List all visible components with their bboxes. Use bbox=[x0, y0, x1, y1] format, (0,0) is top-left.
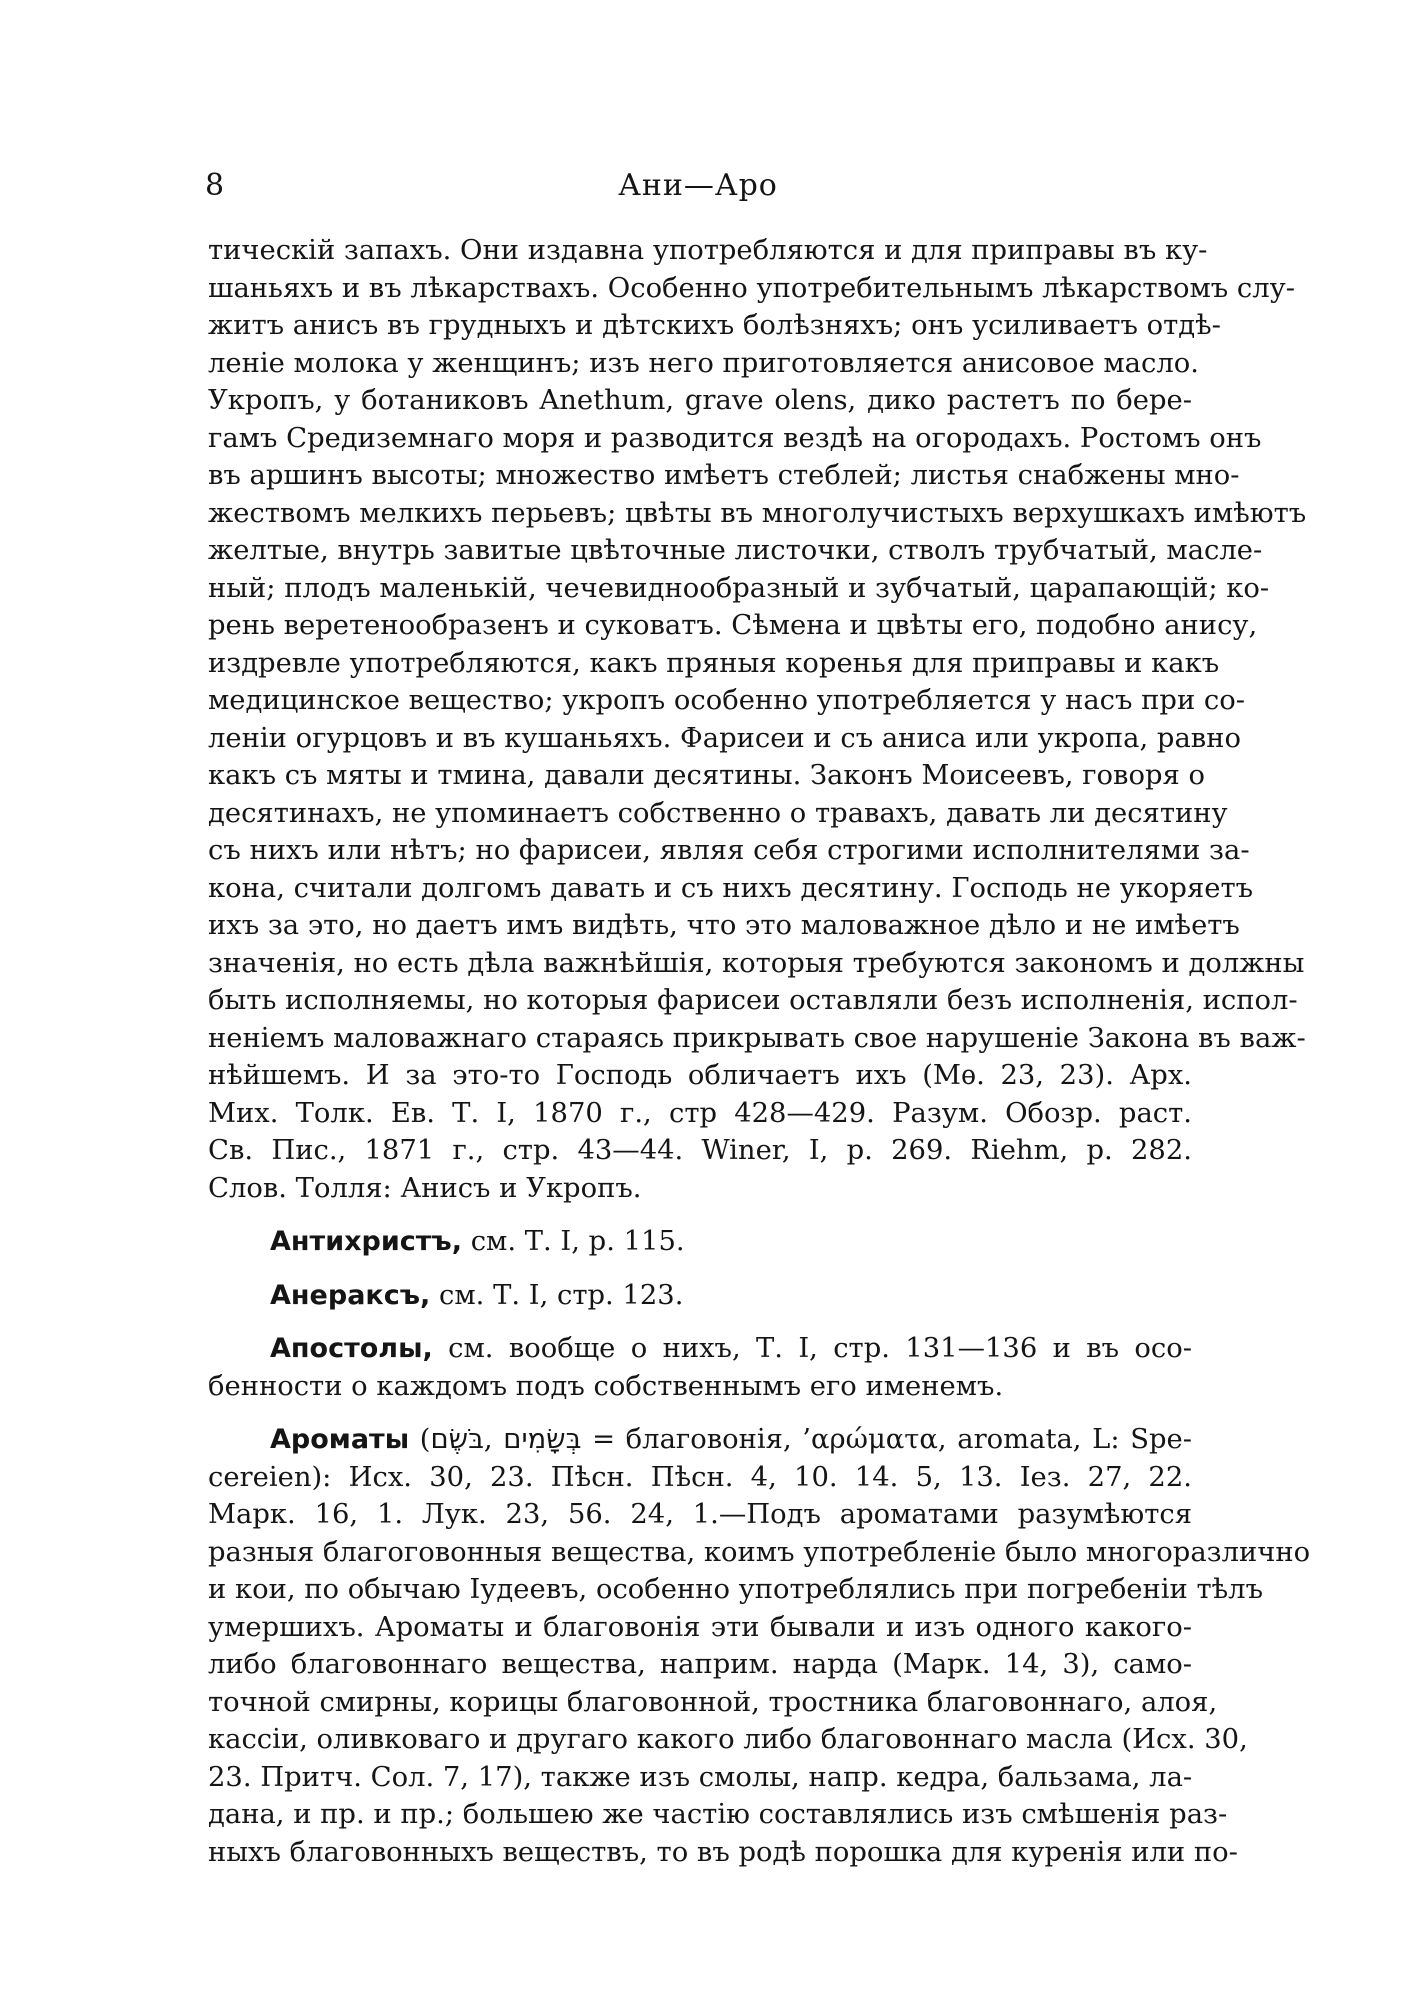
text-line: дана, и пр. и пр.; большею же частію составлялись изъ смѣшенія раз- bbox=[208, 1799, 1228, 1830]
text-line: значенія, но есть дѣла важнѣйшія, которыя требуются закономъ и должны bbox=[208, 947, 1305, 979]
text-line: Мих. Толк. Ев. Т. I, 1870 г., стр 428—429. Разум. Обозр. раст. bbox=[208, 1097, 1192, 1129]
entry-line bbox=[208, 1277, 1192, 1315]
text-line: гамъ Средиземнаго моря и разводится вездѣ на огородахъ. Ростомъ онъ bbox=[208, 422, 1262, 454]
entry-headword: Антихристъ, bbox=[270, 1226, 462, 1257]
entry-text: = благовонія, ’αρώματα, aromata, L: Spe- bbox=[581, 1424, 1192, 1455]
text-line: либо благовоннаго вещества, наприм. нарда (Марк. 14, 3), само- bbox=[208, 1649, 1192, 1680]
text-line: разныя благоговонныя вещества, коимъ употребленіе было многоразлично bbox=[208, 1536, 1311, 1568]
entry-line bbox=[208, 1223, 1192, 1261]
hebrew-word: בֹּשֶׂם bbox=[430, 1424, 484, 1455]
text-line: ныхъ благовонныхъ веществъ, то въ родѣ порошка для куренія или по- bbox=[208, 1836, 1238, 1868]
entry-apostles bbox=[208, 1330, 1192, 1405]
entry-text: см. Т. I, стр. 123. bbox=[430, 1279, 684, 1311]
entry-text: см. Т. I, р. 115. bbox=[461, 1226, 685, 1257]
open-paren: ( bbox=[409, 1424, 431, 1455]
entry-aromata bbox=[208, 1421, 1311, 1871]
text-line: умершихъ. Ароматы и благовонія эти бывали и изъ одного какого- bbox=[208, 1611, 1192, 1643]
text-line: десятинахъ, не упоминаетъ собственно о травахъ, давать ли десятину bbox=[208, 797, 1228, 829]
text-line: Укропъ, у ботаниковъ Anethum, grave olens, дико растетъ по бере- bbox=[208, 385, 1192, 416]
text-line: кассіи, оливковаго и другаго какого либо благовоннаго масла (Исх. 30, bbox=[208, 1724, 1248, 1755]
text-line: желтые, внутрь завитые цвѣточные листочки, стволъ трубчатый, масле- bbox=[208, 535, 1263, 566]
page-body bbox=[208, 232, 1311, 1871]
entry-headword: Ароматы bbox=[270, 1424, 410, 1455]
entry-antichrist bbox=[208, 1223, 1192, 1261]
paragraph-anise-dill bbox=[208, 232, 1307, 1207]
text-line: шаньяхъ и въ лѣкарствахъ. Особенно употребительнымъ лѣкарствомъ слу- bbox=[208, 272, 1295, 304]
hebrew-word: בְּשָׂמִים bbox=[503, 1424, 582, 1455]
page-number: 8 bbox=[205, 168, 225, 203]
entry-headword: Анераксъ, bbox=[270, 1279, 431, 1311]
text-line: леніи огурцовъ и въ кушаньяхъ. Фарисеи и съ аниса или укропа, равно bbox=[208, 722, 1241, 754]
text-line: Св. Пис., 1871 г., стр. 43—44. Winer, I, p. 269. Riehm, p. 282. bbox=[208, 1135, 1192, 1166]
entry-anerax bbox=[208, 1277, 1192, 1315]
text-line: кона, считали долгомъ давать и съ нихъ десятину. Господь не укоряетъ bbox=[208, 872, 1254, 904]
text-line: быть исполняемы, но которыя фарисеи оставляли безъ исполненія, испол- bbox=[208, 985, 1298, 1016]
text-line: какъ съ мяты и тмина, давали десятины. Законъ Моисеевъ, говоря о bbox=[208, 760, 1205, 791]
comma: , bbox=[483, 1424, 504, 1455]
text-line: рень веретенообразенъ и суковатъ. Сѣмена и цвѣты его, подобно анису, bbox=[208, 610, 1258, 641]
page-header bbox=[205, 168, 1191, 208]
text-line: точной смирны, корицы благовонной, тростника благовоннаго, алоя, bbox=[208, 1686, 1218, 1718]
text-line: медицинское вещество; укропъ особенно употребляется у насъ при со- bbox=[208, 685, 1245, 716]
text-line: и кои, по обычаю Іудеевъ, особенно употреблялись при погребеніи тѣлъ bbox=[208, 1574, 1263, 1605]
entry-line bbox=[208, 1330, 1192, 1368]
text-line: Марк. 16, 1. Лук. 23, 56. 24, 1.—Подъ ароматами разумѣются bbox=[208, 1499, 1192, 1530]
text-line: въ аршинъ высоты; множество имѣетъ стеблей; листья снабжены мно- bbox=[208, 460, 1240, 491]
running-head: Ани—Аро bbox=[618, 168, 778, 203]
text-line: Слов. Толля: Анисъ и Укропъ. bbox=[208, 1172, 642, 1204]
text-line: житъ анисъ въ грудныхъ и дѣтскихъ болѣзняхъ; онъ усиливаетъ отдѣ- bbox=[208, 310, 1221, 341]
text-line: ный; плодъ маленькій, чечевиднообразный и зубчатый, царапающій; ко- bbox=[208, 572, 1270, 604]
text-line: тическій запахъ. Они издавна употребляются и для приправы въ ку- bbox=[208, 235, 1208, 266]
entry-headword: Апостолы, bbox=[270, 1333, 433, 1364]
entry-line bbox=[208, 1421, 1192, 1459]
text-line: леніе молока у женщинъ; изъ него приготовляется анисовое масло. bbox=[208, 347, 1199, 379]
entry-text: см. вообще о нихъ, Т. I, стр. 131—136 и въ осо- bbox=[432, 1333, 1192, 1364]
text-line: съ нихъ или нѣтъ; но фарисеи, являя себя строгими исполнителями за- bbox=[208, 835, 1250, 866]
text-line: издревле употребляются, какъ пряныя коренья для приправы и какъ bbox=[208, 647, 1220, 679]
text-line: 23. Притч. Сол. 7, 17), также изъ смолы, напр. кедра, бальзама, ла- bbox=[208, 1761, 1193, 1793]
text-line: неніемъ маловажнаго стараясь прикрывать свое нарушеніе Закона въ важ- bbox=[208, 1022, 1306, 1054]
text-line: cereien): Исх. 30, 23. Пѣсн. Пѣсн. 4, 10. 14. 5, 13. Іез. 27, 22. bbox=[208, 1461, 1192, 1493]
text-line: ихъ за это, но даетъ имъ видѣть, что это маловажное дѣло и не имѣетъ bbox=[208, 910, 1240, 941]
text-line: нѣйшемъ. И за это-то Господь обличаетъ ихъ (Мѳ. 23, 23). Арх. bbox=[208, 1060, 1192, 1091]
text-line: жествомъ мелкихъ перьевъ; цвѣты въ многолучистыхъ верхушкахъ имѣютъ bbox=[208, 497, 1307, 529]
text-line: бенности о каждомъ подъ собственнымъ его именемъ. bbox=[208, 1370, 1004, 1402]
